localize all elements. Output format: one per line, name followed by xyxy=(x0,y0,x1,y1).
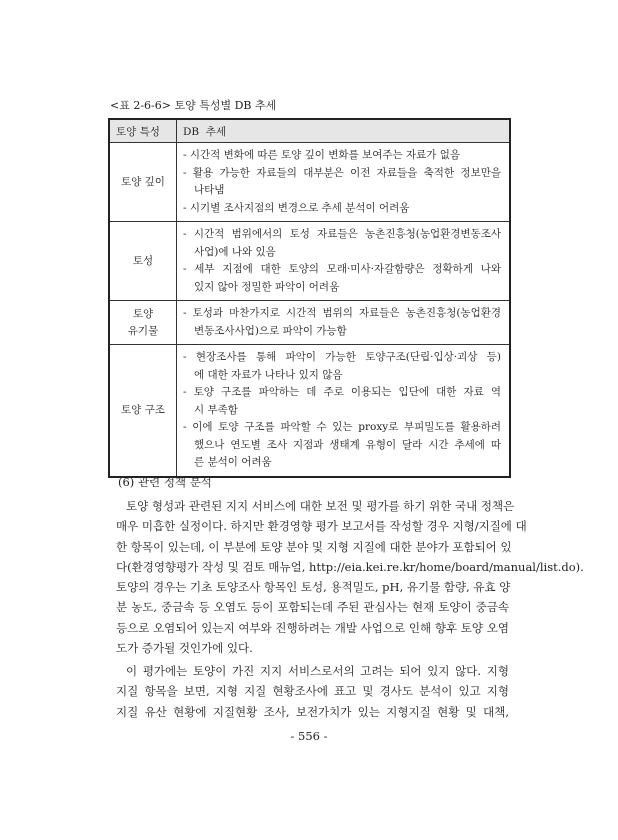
trend-item-line: 나타냄 xyxy=(194,184,225,196)
trend-item-line: 있지 않아 정밀한 파악이 어려움 xyxy=(194,280,340,293)
row-key xyxy=(109,222,177,301)
paragraph-line: 한 항목이 있는데, 이 부분에 토양 분야 및 지형 지질에 대한 분야가 포함되어 있 xyxy=(116,539,512,554)
row-key xyxy=(109,301,177,345)
trend-item-line: - 활용 가능한 자료들의 대부분은 이전 자료들을 축적한 정보만을 xyxy=(183,166,501,179)
section-title: (6) 관련 정책 분석 xyxy=(118,475,212,489)
trend-item-line: - 시기별 조사지점의 변경으로 추세 분석이 어려움 xyxy=(183,201,410,214)
row-trend xyxy=(177,345,511,477)
paragraph-line: 토양 형성과 관련된 지지 서비스에 대한 보전 및 평가를 하기 위한 국내 정책은 xyxy=(126,499,515,513)
trend-item-line: 시 부족함 xyxy=(194,403,238,416)
trend-item-line: - 시간적 변화에 따른 토양 깊이 변화를 보여주는 자료가 없음 xyxy=(183,149,461,161)
table-row xyxy=(109,143,510,222)
page-number: - 556 - xyxy=(290,729,328,743)
row-trend xyxy=(177,301,511,345)
row-key xyxy=(109,143,177,222)
paragraph-line: 지질 항목을 보면, 지형 지질 현황조사에 표고 및 경사도 분석이 있고 지형 xyxy=(116,684,509,699)
row-trend xyxy=(177,143,511,222)
trend-item-line: - 시간적 범위에서의 토성 자료들은 농촌진흥청(농업환경변동조사 xyxy=(183,228,501,240)
paragraph-line: 분 농도, 중금속 등 오염도 등이 포함되는데 주된 관심사는 현재 토양이 중금속 xyxy=(116,600,509,615)
trend-item-line: 에 대한 자료가 나타나 있지 않음 xyxy=(194,368,343,381)
row-key-text: 토성 xyxy=(132,254,154,267)
header-db-trend: DB 추세 xyxy=(177,119,511,143)
header-soil-property: 토양 특성 xyxy=(109,119,177,143)
paragraph-line: 토양의 경우는 기초 토양조사 항목인 토성, 용적밀도, pH, 유기물 함량, 유효 양 xyxy=(116,580,511,595)
paragraph-line: 등으로 오염되어 있는지 여부와 진행하려는 개발 사업으로 인해 향후 토양 오염 xyxy=(116,620,509,635)
trend-item-line: - 토양 구조를 파악하는 데 주로 이용되는 입단에 대한 자료 역 xyxy=(183,386,501,398)
table-row xyxy=(109,301,510,345)
paragraph-line: 매우 미흡한 실정이다. 하지만 환경영향 평가 보고서를 작성할 경우 지형/지질에 대 xyxy=(116,519,527,534)
soil-db-trend-table xyxy=(108,118,511,478)
table-row xyxy=(109,222,510,301)
trend-item-line: - 세부 지점에 대한 토양의 모래·미사·자갈함량은 정확하게 나와 xyxy=(183,263,501,275)
row-trend xyxy=(177,222,511,301)
paragraph-line: 도가 증가될 것인가에 있다. xyxy=(116,641,253,656)
paragraph-line: 이 평가에는 토양이 가진 지지 서비스로서의 고려는 되어 있지 않다. 지형 xyxy=(126,664,509,678)
paragraph-1 xyxy=(116,496,584,658)
table-caption: <표 2-6-6> 토양 특성별 DB 추세 xyxy=(110,99,277,112)
trend-item-line: 른 분석이 어려움 xyxy=(194,456,272,468)
paragraph-2 xyxy=(116,661,509,722)
trend-item-line: - 현장조사를 통해 파악이 가능한 토양구조(단립·입상·괴상 등) xyxy=(183,351,501,363)
row-key-text: 토양 구조 xyxy=(121,403,165,416)
table-row xyxy=(109,345,510,477)
row-key-text: 유기물 xyxy=(127,324,159,337)
trend-item-line: 사업)에 나와 있음 xyxy=(194,245,276,258)
paragraph-line: 다(환경영향평가 작성 및 검토 매뉴얼, http://eia.kei.re.kr/home/board/manual/list.do). xyxy=(116,559,584,574)
trend-item-line: - 토성과 마찬가지로 시간적 범위의 자료들은 농촌진흥청(농업환경 xyxy=(183,307,501,319)
trend-item-line: 했으나 연도별 조사 지점과 생태계 유형이 달라 시간 추세에 따 xyxy=(194,438,501,451)
row-key-text: 토양 xyxy=(132,307,154,320)
row-key-text: 토양 깊이 xyxy=(121,175,165,188)
paragraph-line: 지질 유산 현황에 지질현황 조사, 보전가치가 있는 지형지질 현황 및 대책, xyxy=(116,704,509,719)
trend-item-line: - 이에 토양 구조를 파악할 수 있는 proxy로 부피밀도를 활용하려 xyxy=(183,421,501,433)
row-key xyxy=(109,345,177,477)
trend-item-line: 변동조사사업)으로 파악이 가능함 xyxy=(194,324,347,337)
